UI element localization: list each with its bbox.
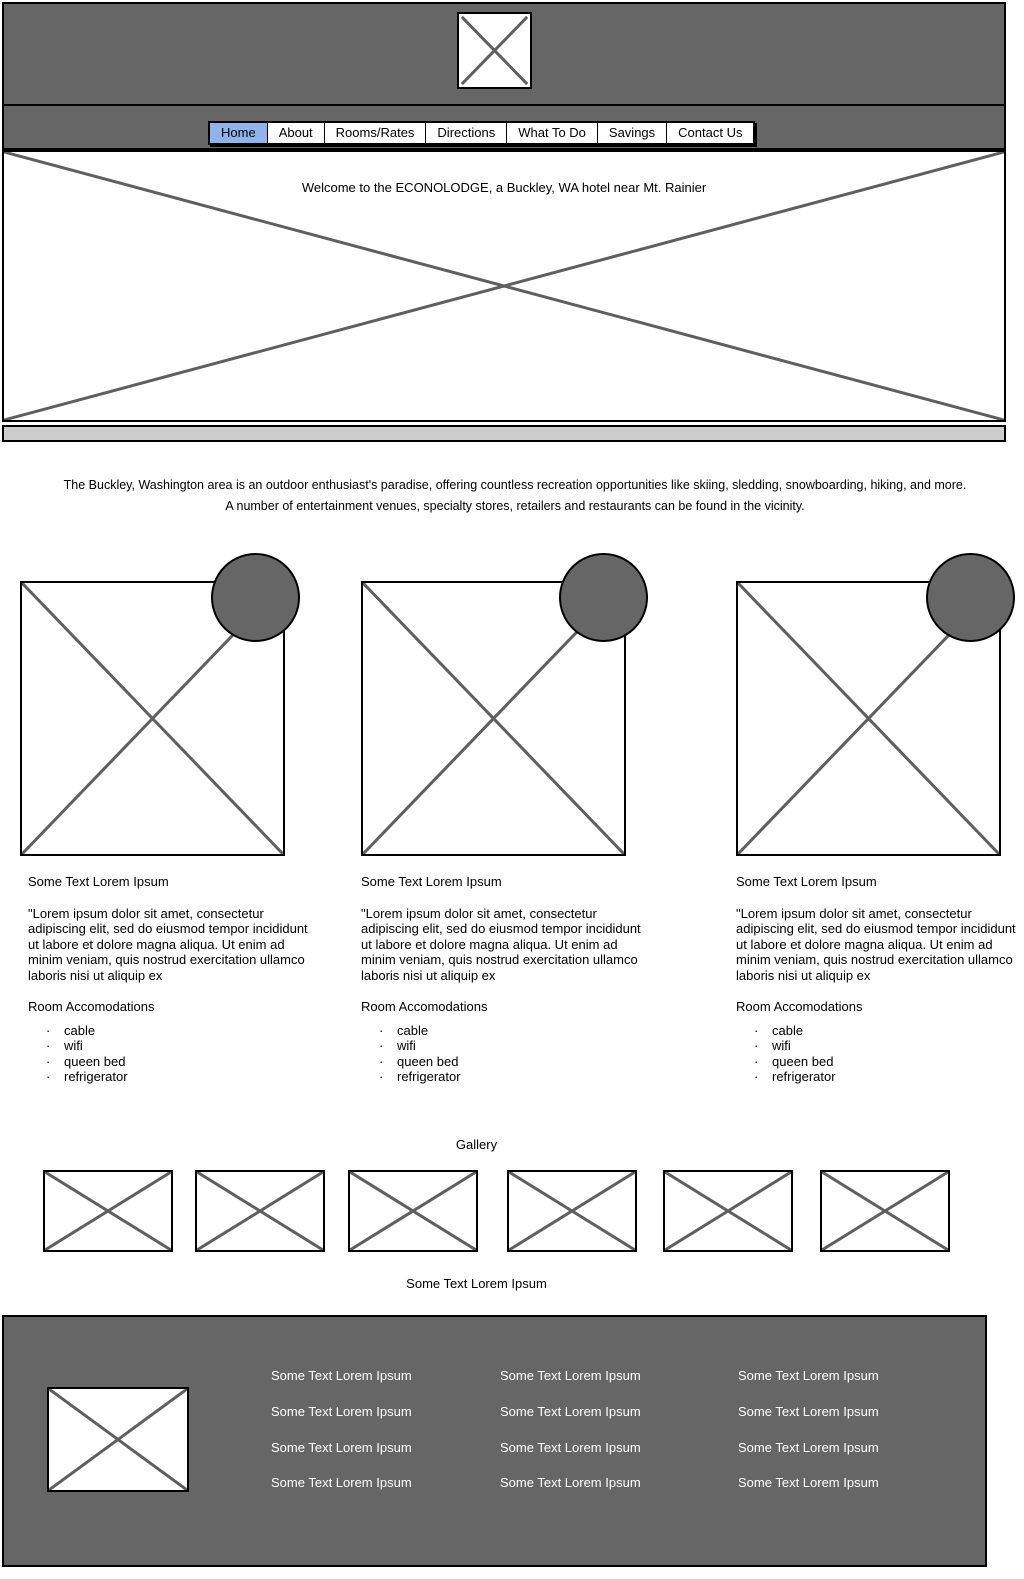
amenity-item: · wifi	[46, 1038, 308, 1054]
room-badge-circle	[559, 553, 648, 642]
footer-link[interactable]: Some Text Lorem Ipsum	[738, 1404, 879, 1419]
room-card-body: "Lorem ipsum dolor sit amet, consectetur adipiscing elit, sed do eiusmod tempor incididunt ut labore et dolore magna aliqua. Ut enim ad minim veniam, quis nostrud exercitation ullamco laboris nisi ut aliquip ex	[28, 905, 308, 983]
room-card-heading: Some Text Lorem Ipsum	[736, 874, 877, 889]
footer-link[interactable]: Some Text Lorem Ipsum	[500, 1440, 641, 1455]
gallery-caption: Some Text Lorem Ipsum	[406, 1276, 547, 1291]
room-amenities-title: Room Accomodations	[28, 999, 155, 1014]
footer-link[interactable]: Some Text Lorem Ipsum	[738, 1475, 879, 1490]
room-card	[28, 874, 308, 1085]
gallery-image-placeholder[interactable]	[663, 1170, 793, 1252]
intro-line-2: A number of entertainment venues, specialty stores, retailers and restaurants can be found in the vicinity.	[225, 499, 805, 513]
intro-line-1: The Buckley, Washington area is an outdoor enthusiast's paradise, offering countless recreation opportunities like skiing, sledding, snowboarding, hiking, and more.	[63, 478, 967, 492]
gallery-image-placeholder[interactable]	[348, 1170, 478, 1252]
room-card-body: "Lorem ipsum dolor sit amet, consectetur adipiscing elit, sed do eiusmod tempor incididunt ut labore et dolore magna aliqua. Ut enim ad minim veniam, quis nostrud exercitation ullamco laboris nisi ut aliquip ex	[736, 905, 1016, 983]
tab-home[interactable]: Home	[210, 123, 268, 143]
footer-link[interactable]: Some Text Lorem Ipsum	[500, 1404, 641, 1419]
gallery-image-placeholder[interactable]	[820, 1170, 950, 1252]
footer-link[interactable]: Some Text Lorem Ipsum	[271, 1475, 412, 1490]
footer-link[interactable]: Some Text Lorem Ipsum	[271, 1368, 412, 1383]
tab-contact-us[interactable]: Contact Us	[667, 123, 753, 143]
room-badge-circle	[926, 553, 1015, 642]
amenity-item: · refrigerator	[379, 1069, 641, 1085]
amenity-item: · refrigerator	[754, 1069, 1016, 1085]
room-card-heading: Some Text Lorem Ipsum	[361, 874, 502, 889]
amenity-item: · refrigerator	[46, 1069, 308, 1085]
room-card	[736, 874, 1016, 1085]
tab-rooms-rates[interactable]: Rooms/Rates	[325, 123, 427, 143]
footer-link[interactable]: Some Text Lorem Ipsum	[500, 1475, 641, 1490]
room-card-body: "Lorem ipsum dolor sit amet, consectetur adipiscing elit, sed do eiusmod tempor incididunt ut labore et dolore magna aliqua. Ut enim ad minim veniam, quis nostrud exercitation ullamco laboris nisi ut aliquip ex	[361, 905, 641, 983]
tab-about[interactable]: About	[268, 123, 325, 143]
room-card-heading: Some Text Lorem Ipsum	[28, 874, 169, 889]
room-amenities-title: Room Accomodations	[736, 999, 863, 1014]
nav-tabs	[208, 121, 755, 145]
amenities-list	[28, 1023, 308, 1085]
room-card	[361, 874, 641, 1085]
footer-link[interactable]: Some Text Lorem Ipsum	[500, 1368, 641, 1383]
room-amenities-title: Room Accomodations	[361, 999, 488, 1014]
amenity-item: · queen bed	[46, 1054, 308, 1070]
gallery-image-placeholder[interactable]	[195, 1170, 325, 1252]
logo-image-placeholder	[457, 12, 532, 89]
footer-link[interactable]: Some Text Lorem Ipsum	[738, 1440, 879, 1455]
tab-savings[interactable]: Savings	[598, 123, 667, 143]
amenity-item: · wifi	[379, 1038, 641, 1054]
amenities-list	[736, 1023, 1016, 1085]
amenity-item: · cable	[46, 1023, 308, 1039]
footer-logo-placeholder	[47, 1387, 189, 1492]
amenity-item: · cable	[754, 1023, 1016, 1039]
amenities-list	[361, 1023, 641, 1085]
amenity-item: · queen bed	[379, 1054, 641, 1070]
amenity-item: · queen bed	[754, 1054, 1016, 1070]
tab-what-to-do[interactable]: What To Do	[507, 123, 598, 143]
footer-link[interactable]: Some Text Lorem Ipsum	[738, 1368, 879, 1383]
gallery-image-placeholder[interactable]	[43, 1170, 173, 1252]
amenity-item: · wifi	[754, 1038, 1016, 1054]
site-footer	[2, 1315, 987, 1567]
tab-directions[interactable]: Directions	[426, 123, 507, 143]
amenity-item: · cable	[379, 1023, 641, 1039]
footer-link[interactable]: Some Text Lorem Ipsum	[271, 1440, 412, 1455]
gallery-image-placeholder[interactable]	[507, 1170, 637, 1252]
footer-link[interactable]: Some Text Lorem Ipsum	[271, 1404, 412, 1419]
gallery-title: Gallery	[455, 1137, 498, 1152]
hero-title: Welcome to the ECONOLODGE, a Buckley, WA hotel near Mt. Rainier	[301, 180, 707, 195]
horizontal-scrollbar[interactable]	[2, 425, 1006, 442]
room-badge-circle	[211, 553, 300, 642]
